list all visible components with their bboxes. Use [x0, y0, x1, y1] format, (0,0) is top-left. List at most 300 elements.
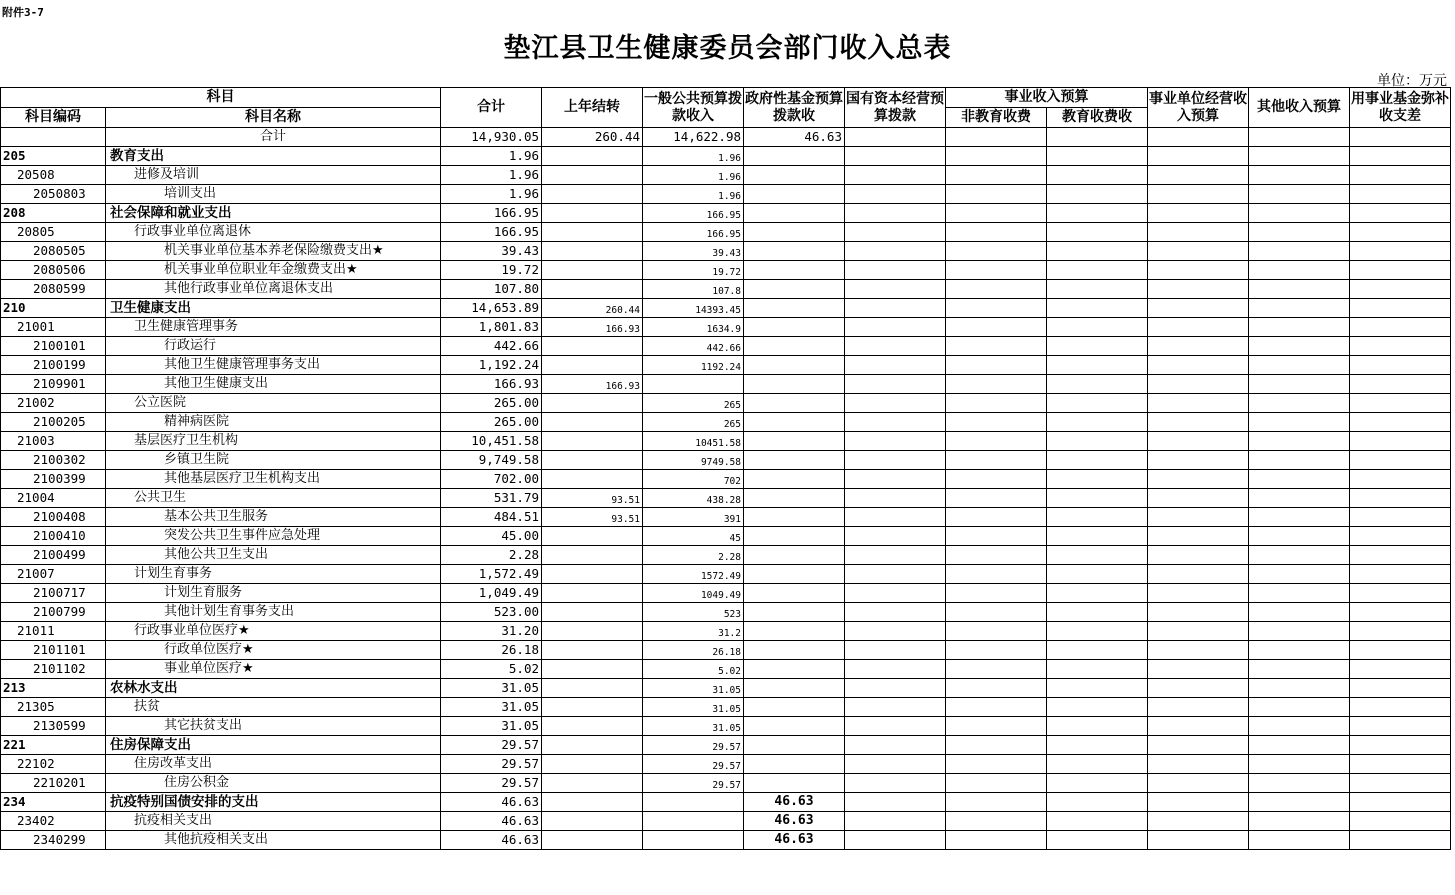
empty-cell — [1249, 280, 1350, 299]
empty-cell — [845, 147, 946, 166]
empty-cell — [1047, 223, 1148, 242]
row-fund — [744, 299, 845, 318]
empty-cell — [1350, 451, 1451, 470]
empty-cell — [946, 280, 1047, 299]
row-general: 1.96 — [643, 147, 744, 166]
row-code: 2100399 — [1, 470, 106, 489]
empty-cell — [1350, 337, 1451, 356]
row-fund — [744, 356, 845, 375]
row-general: 166.95 — [643, 204, 744, 223]
row-name: 其他抗疫相关支出 — [106, 831, 441, 850]
table-row — [1, 337, 1451, 356]
empty-cell — [1148, 413, 1249, 432]
header-code: 科目编码 — [1, 108, 106, 128]
empty-cell — [946, 375, 1047, 394]
empty-cell — [1350, 679, 1451, 698]
row-total: 166.93 — [441, 375, 542, 394]
row-total: 1,049.49 — [441, 584, 542, 603]
empty-cell — [1047, 698, 1148, 717]
empty-cell — [1148, 717, 1249, 736]
row-carryover — [542, 432, 643, 451]
empty-cell — [946, 565, 1047, 584]
empty-cell — [1249, 375, 1350, 394]
empty-cell — [845, 337, 946, 356]
empty-cell — [1249, 812, 1350, 831]
table-row — [1, 280, 1451, 299]
row-general — [643, 375, 744, 394]
empty-cell — [1350, 166, 1451, 185]
row-code: 208 — [1, 204, 106, 223]
empty-cell — [1249, 831, 1350, 850]
row-code: 2100199 — [1, 356, 106, 375]
row-total: 484.51 — [441, 508, 542, 527]
empty-cell — [1350, 432, 1451, 451]
empty-cell — [1148, 508, 1249, 527]
empty-cell — [1148, 546, 1249, 565]
empty-cell — [1148, 356, 1249, 375]
empty-cell — [946, 185, 1047, 204]
header-total: 合计 — [441, 88, 542, 128]
empty-cell — [1047, 413, 1148, 432]
row-general: 31.05 — [643, 679, 744, 698]
empty-cell — [1350, 489, 1451, 508]
empty-cell — [1148, 280, 1249, 299]
empty-cell — [1350, 755, 1451, 774]
total-row — [1, 128, 1451, 147]
empty-cell — [845, 812, 946, 831]
empty-cell — [1350, 641, 1451, 660]
empty-cell — [1350, 603, 1451, 622]
row-general: 31.2 — [643, 622, 744, 641]
row-name: 公立医院 — [106, 394, 441, 413]
row-general: 1572.49 — [643, 565, 744, 584]
empty-cell — [1249, 242, 1350, 261]
row-general: 442.66 — [643, 337, 744, 356]
row-fund — [744, 774, 845, 793]
empty-cell — [946, 527, 1047, 546]
empty-cell — [1249, 641, 1350, 660]
empty-cell — [1249, 565, 1350, 584]
row-general: 265 — [643, 413, 744, 432]
empty-cell — [845, 774, 946, 793]
empty-cell — [1350, 812, 1451, 831]
empty-cell — [1249, 793, 1350, 812]
empty-cell — [946, 755, 1047, 774]
empty-cell — [845, 432, 946, 451]
empty-cell — [845, 660, 946, 679]
empty-cell — [845, 793, 946, 812]
empty-cell — [1047, 527, 1148, 546]
empty-cell — [1350, 698, 1451, 717]
row-general: 29.57 — [643, 736, 744, 755]
table-body — [1, 128, 1451, 850]
empty-cell — [1249, 432, 1350, 451]
row-total: 31.05 — [441, 717, 542, 736]
table-row — [1, 679, 1451, 698]
row-fund — [744, 337, 845, 356]
header-edu-fee: 教育收费收 — [1047, 108, 1148, 128]
empty-cell — [1148, 831, 1249, 850]
empty-cell — [1249, 660, 1350, 679]
empty-cell — [1350, 831, 1451, 850]
row-name: 住房改革支出 — [106, 755, 441, 774]
empty-cell — [1350, 774, 1451, 793]
empty-cell — [845, 489, 946, 508]
empty-cell — [1249, 185, 1350, 204]
table-row — [1, 470, 1451, 489]
empty-cell — [1350, 413, 1451, 432]
row-code: 221 — [1, 736, 106, 755]
empty-cell — [845, 394, 946, 413]
empty-cell — [1047, 736, 1148, 755]
row-total: 46.63 — [441, 812, 542, 831]
row-carryover — [542, 622, 643, 641]
row-total: 14,653.89 — [441, 299, 542, 318]
header-fund-budget: 政府性基金预算拨款收 — [744, 88, 845, 128]
row-fund — [744, 242, 845, 261]
empty-cell — [845, 242, 946, 261]
empty-cell — [1249, 546, 1350, 565]
row-carryover — [542, 280, 643, 299]
row-fund: 46.63 — [744, 831, 845, 850]
row-total: 29.57 — [441, 755, 542, 774]
empty-cell — [1047, 147, 1148, 166]
row-general: 438.28 — [643, 489, 744, 508]
row-carryover — [542, 413, 643, 432]
table-row — [1, 622, 1451, 641]
empty-cell — [1249, 337, 1350, 356]
row-name: 住房公积金 — [106, 774, 441, 793]
row-general: 26.18 — [643, 641, 744, 660]
empty-cell — [1249, 128, 1350, 147]
empty-cell — [1047, 299, 1148, 318]
row-fund — [744, 622, 845, 641]
row-name: 其他行政事业单位离退休支出 — [106, 280, 441, 299]
empty-cell — [1148, 527, 1249, 546]
table-row — [1, 223, 1451, 242]
row-code: 2100499 — [1, 546, 106, 565]
row-carryover — [542, 223, 643, 242]
empty-cell — [1350, 546, 1451, 565]
empty-cell — [946, 128, 1047, 147]
empty-cell — [1249, 470, 1350, 489]
empty-cell — [1350, 128, 1451, 147]
row-fund — [744, 223, 845, 242]
empty-cell — [946, 147, 1047, 166]
row-general: 31.05 — [643, 698, 744, 717]
empty-cell — [1047, 812, 1148, 831]
empty-cell — [845, 413, 946, 432]
row-carryover — [542, 584, 643, 603]
empty-cell — [946, 812, 1047, 831]
unit-label: 单位：万元 — [1377, 73, 1447, 89]
empty-cell — [946, 318, 1047, 337]
row-code: 21305 — [1, 698, 106, 717]
empty-cell — [946, 603, 1047, 622]
row-carryover: 166.93 — [542, 318, 643, 337]
empty-cell — [845, 185, 946, 204]
row-total: 31.20 — [441, 622, 542, 641]
row-total: 5.02 — [441, 660, 542, 679]
empty-cell — [1350, 299, 1451, 318]
empty-cell — [1350, 793, 1451, 812]
empty-cell — [1249, 451, 1350, 470]
empty-cell — [1249, 584, 1350, 603]
total-sum-cell: 14,930.05 — [441, 128, 542, 147]
empty-cell — [1047, 508, 1148, 527]
empty-cell — [1148, 166, 1249, 185]
row-name: 行政单位医疗★ — [106, 641, 441, 660]
row-carryover: 93.51 — [542, 508, 643, 527]
row-code: 21011 — [1, 622, 106, 641]
row-code: 2080599 — [1, 280, 106, 299]
table-row — [1, 242, 1451, 261]
header-unit-operating: 事业单位经营收入预算 — [1148, 88, 1249, 128]
row-fund: 46.63 — [744, 793, 845, 812]
empty-cell — [1249, 717, 1350, 736]
empty-cell — [1249, 166, 1350, 185]
total-label: 合计 — [106, 128, 441, 147]
empty-cell — [845, 755, 946, 774]
row-name: 卫生健康支出 — [106, 299, 441, 318]
empty-cell — [946, 204, 1047, 223]
row-total: 702.00 — [441, 470, 542, 489]
header-other-income: 其他收入预算 — [1249, 88, 1350, 128]
header-subject: 科目 — [1, 88, 441, 108]
header-fund-compensation: 用事业基金弥补收支差 — [1350, 88, 1451, 128]
row-code: 21003 — [1, 432, 106, 451]
row-name: 基本公共卫生服务 — [106, 508, 441, 527]
row-general: 2.28 — [643, 546, 744, 565]
empty-cell — [845, 451, 946, 470]
row-total: 265.00 — [441, 394, 542, 413]
table-row — [1, 204, 1451, 223]
empty-cell — [1249, 147, 1350, 166]
empty-cell — [946, 242, 1047, 261]
row-name: 进修及培训 — [106, 166, 441, 185]
row-carryover — [542, 527, 643, 546]
row-general: 19.72 — [643, 261, 744, 280]
row-carryover — [542, 641, 643, 660]
empty-cell — [1350, 717, 1451, 736]
table-row — [1, 565, 1451, 584]
empty-cell — [1148, 565, 1249, 584]
empty-cell — [1148, 603, 1249, 622]
empty-cell — [1249, 774, 1350, 793]
row-fund — [744, 280, 845, 299]
row-total: 19.72 — [441, 261, 542, 280]
row-code: 2109901 — [1, 375, 106, 394]
empty-cell — [845, 508, 946, 527]
row-code: 21001 — [1, 318, 106, 337]
empty-cell — [1350, 185, 1451, 204]
empty-cell — [946, 793, 1047, 812]
empty-cell — [1148, 242, 1249, 261]
row-total: 10,451.58 — [441, 432, 542, 451]
empty-cell — [845, 128, 946, 147]
empty-cell — [1047, 565, 1148, 584]
empty-cell — [1047, 755, 1148, 774]
empty-cell — [845, 470, 946, 489]
empty-cell — [1148, 774, 1249, 793]
empty-cell — [946, 223, 1047, 242]
row-fund — [744, 679, 845, 698]
attachment-label: 附件3-7 — [2, 6, 44, 19]
row-name: 乡镇卫生院 — [106, 451, 441, 470]
table-row — [1, 546, 1451, 565]
row-carryover — [542, 679, 643, 698]
row-total: 107.80 — [441, 280, 542, 299]
row-name: 行政运行 — [106, 337, 441, 356]
empty-cell — [1047, 375, 1148, 394]
table-row — [1, 584, 1451, 603]
table-header — [1, 88, 1451, 128]
row-total: 531.79 — [441, 489, 542, 508]
row-total: 1.96 — [441, 147, 542, 166]
empty-cell — [1148, 432, 1249, 451]
empty-cell — [845, 527, 946, 546]
empty-cell — [845, 299, 946, 318]
empty-cell — [946, 166, 1047, 185]
row-name: 公共卫生 — [106, 489, 441, 508]
row-fund — [744, 470, 845, 489]
table-row — [1, 261, 1451, 280]
row-name: 行政事业单位离退休 — [106, 223, 441, 242]
empty-cell — [1148, 660, 1249, 679]
row-name: 其他计划生育事务支出 — [106, 603, 441, 622]
row-total: 26.18 — [441, 641, 542, 660]
row-code: 23402 — [1, 812, 106, 831]
table-row — [1, 812, 1451, 831]
row-name: 其它扶贫支出 — [106, 717, 441, 736]
empty-cell — [845, 584, 946, 603]
row-name: 行政事业单位医疗★ — [106, 622, 441, 641]
empty-cell — [946, 546, 1047, 565]
empty-cell — [1148, 489, 1249, 508]
row-total: 39.43 — [441, 242, 542, 261]
row-fund — [744, 451, 845, 470]
empty-cell — [1148, 698, 1249, 717]
empty-cell — [1047, 204, 1148, 223]
empty-cell — [946, 261, 1047, 280]
empty-cell — [1047, 394, 1148, 413]
total-code-cell — [1, 128, 106, 147]
row-name: 扶贫 — [106, 698, 441, 717]
empty-cell — [1148, 394, 1249, 413]
empty-cell — [845, 717, 946, 736]
row-fund — [744, 755, 845, 774]
empty-cell — [1350, 223, 1451, 242]
empty-cell — [1148, 185, 1249, 204]
row-carryover — [542, 185, 643, 204]
empty-cell — [946, 660, 1047, 679]
empty-cell — [1249, 489, 1350, 508]
empty-cell — [1350, 470, 1451, 489]
empty-cell — [1148, 812, 1249, 831]
empty-cell — [1148, 318, 1249, 337]
row-name: 其他卫生健康管理事务支出 — [106, 356, 441, 375]
empty-cell — [845, 679, 946, 698]
empty-cell — [845, 166, 946, 185]
row-code: 2340299 — [1, 831, 106, 850]
row-name: 培训支出 — [106, 185, 441, 204]
empty-cell — [946, 413, 1047, 432]
row-fund — [744, 603, 845, 622]
row-fund — [744, 698, 845, 717]
empty-cell — [1047, 318, 1148, 337]
row-code: 2100302 — [1, 451, 106, 470]
row-fund — [744, 318, 845, 337]
row-total: 9,749.58 — [441, 451, 542, 470]
empty-cell — [1249, 413, 1350, 432]
empty-cell — [1350, 660, 1451, 679]
row-general: 45 — [643, 527, 744, 546]
empty-cell — [1249, 736, 1350, 755]
row-fund — [744, 432, 845, 451]
table-row — [1, 698, 1451, 717]
row-fund — [744, 375, 845, 394]
row-carryover — [542, 242, 643, 261]
row-general: 14393.45 — [643, 299, 744, 318]
row-code: 205 — [1, 147, 106, 166]
row-name: 精神病医院 — [106, 413, 441, 432]
empty-cell — [946, 451, 1047, 470]
empty-cell — [1350, 356, 1451, 375]
empty-cell — [845, 280, 946, 299]
empty-cell — [1249, 603, 1350, 622]
row-fund — [744, 413, 845, 432]
empty-cell — [1249, 261, 1350, 280]
row-code: 2100410 — [1, 527, 106, 546]
row-general: 5.02 — [643, 660, 744, 679]
empty-cell — [1047, 432, 1148, 451]
empty-cell — [845, 356, 946, 375]
empty-cell — [1047, 128, 1148, 147]
row-general — [643, 812, 744, 831]
empty-cell — [1148, 375, 1249, 394]
row-fund — [744, 204, 845, 223]
row-fund — [744, 660, 845, 679]
row-total: 1.96 — [441, 185, 542, 204]
empty-cell — [946, 299, 1047, 318]
row-total: 1,801.83 — [441, 318, 542, 337]
empty-cell — [1249, 299, 1350, 318]
empty-cell — [845, 736, 946, 755]
row-carryover: 260.44 — [542, 299, 643, 318]
empty-cell — [1047, 679, 1148, 698]
row-general: 10451.58 — [643, 432, 744, 451]
row-name: 其他公共卫生支出 — [106, 546, 441, 565]
empty-cell — [1249, 622, 1350, 641]
row-carryover: 93.51 — [542, 489, 643, 508]
empty-cell — [1350, 565, 1451, 584]
row-general: 1192.24 — [643, 356, 744, 375]
row-carryover — [542, 470, 643, 489]
row-code: 2080505 — [1, 242, 106, 261]
row-total: 166.95 — [441, 223, 542, 242]
table-row — [1, 831, 1451, 850]
table-row — [1, 660, 1451, 679]
empty-cell — [1350, 622, 1451, 641]
row-general: 39.43 — [643, 242, 744, 261]
empty-cell — [1350, 242, 1451, 261]
empty-cell — [946, 736, 1047, 755]
row-total: 1,572.49 — [441, 565, 542, 584]
empty-cell — [845, 565, 946, 584]
row-carryover: 166.93 — [542, 375, 643, 394]
row-code: 210 — [1, 299, 106, 318]
table-row — [1, 451, 1451, 470]
